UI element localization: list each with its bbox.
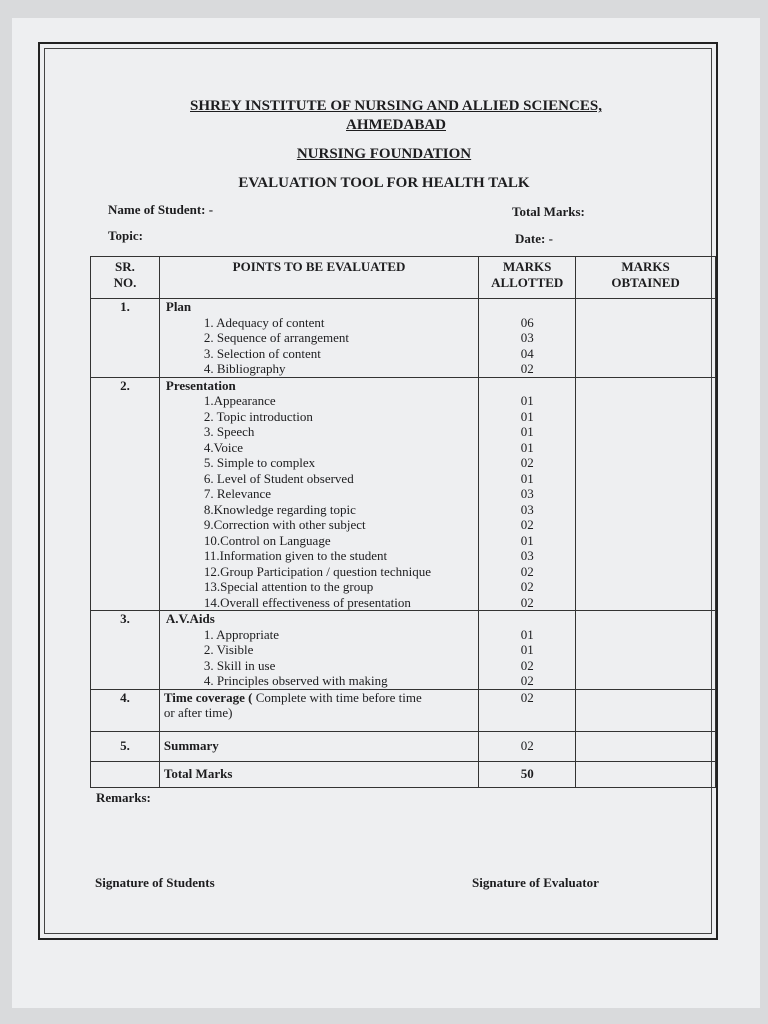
marks-allotted: 04	[520, 345, 534, 361]
institute-title: SHREY INSTITUTE OF NURSING AND ALLIED SCIENCES,	[190, 98, 602, 114]
marks-allotted: 02	[520, 579, 534, 594]
header-points: POINTS TO BE EVALUATED	[159, 257, 478, 299]
section-sr: 5.	[91, 731, 160, 761]
table-header-row	[91, 257, 716, 299]
marks-allotted: 03	[520, 501, 534, 517]
marks-obtained-cell[interactable]	[576, 731, 716, 761]
marks-allotted: 02	[520, 361, 534, 376]
marks-obtained-cell[interactable]	[576, 299, 716, 378]
marks-allotted: 01	[520, 626, 534, 642]
section-row-time-coverage	[91, 689, 716, 731]
subject-title: NURSING FOUNDATION	[296, 146, 472, 162]
marks-obtained-cell[interactable]	[576, 611, 716, 690]
criterion: 2. Visible	[203, 642, 254, 657]
section-title: Time coverage (	[163, 689, 253, 705]
institute-city: AHMEDABAD	[346, 117, 446, 133]
marks-allotted: 01	[520, 642, 534, 657]
marks-allotted: 03	[520, 486, 534, 501]
criterion: 7. Relevance	[203, 486, 272, 501]
student-name-label: Name of Student: -	[108, 202, 214, 217]
section-row-summary	[91, 731, 716, 761]
criterion: 13.Special attention to the group	[203, 579, 374, 594]
date-label: Date: -	[515, 231, 553, 246]
marks-allotted: 01	[520, 393, 534, 408]
criterion: 14.Overall effectiveness of presentation	[203, 594, 411, 610]
marks-allotted: 02	[520, 673, 534, 688]
criterion: 8.Knowledge regarding topic	[203, 501, 356, 517]
marks-allotted: 03	[520, 330, 534, 345]
time-coverage-text-2: or after time)	[163, 705, 233, 720]
criterion: 1. Adequacy of content	[203, 314, 325, 330]
total-label: Total Marks	[159, 761, 478, 787]
header-marks-obtained: MARKS OBTAINED	[576, 257, 716, 299]
evaluation-table	[90, 256, 716, 788]
marks-allotted: 03	[520, 548, 534, 563]
marks-allotted: 01	[520, 408, 534, 424]
marks-obtained-cell[interactable]	[576, 689, 716, 731]
criterion: 10.Control on Language	[203, 532, 331, 548]
criterion: 2. Sequence of arrangement	[203, 330, 349, 345]
marks-allotted: 02	[520, 594, 534, 610]
marks-allotted: 02	[520, 563, 534, 579]
section-title: A.V.Aids	[165, 611, 215, 626]
criterion: 3. Speech	[203, 424, 255, 439]
student-signature-label: Signature of Students	[95, 875, 215, 890]
total-marks-label: Total Marks:	[512, 204, 585, 219]
criterion: 5. Simple to complex	[203, 455, 316, 470]
criterion: 4. Principles observed with making	[203, 673, 388, 688]
section-row-av-aids	[91, 611, 716, 690]
criterion: 12.Group Participation / question technique	[203, 563, 431, 579]
header-sr-no: SR. NO.	[91, 257, 160, 299]
section-row-presentation	[91, 377, 716, 611]
header-marks-allotted: MARKS ALLOTTED	[479, 257, 576, 299]
marks-allotted: 06	[520, 314, 534, 330]
criterion: 1.Appearance	[203, 393, 276, 408]
total-marks: 50	[479, 761, 576, 787]
marks-allotted: 01	[520, 470, 534, 486]
criterion: 11.Information given to the student	[203, 548, 388, 563]
total-obtained-cell[interactable]	[576, 761, 716, 787]
marks-allotted: 02	[479, 689, 576, 731]
time-coverage-text: Complete with time before time	[252, 689, 422, 705]
marks-allotted: 01	[520, 439, 534, 455]
criterion: 1. Appropriate	[203, 626, 279, 642]
marks-allotted: 02	[479, 731, 576, 761]
criterion: 3. Selection of content	[203, 345, 321, 361]
criterion: 3. Skill in use	[203, 657, 276, 673]
section-sr: 2.	[91, 377, 160, 611]
section-row-plan	[91, 299, 716, 378]
section-title: Presentation	[165, 377, 236, 393]
marks-allotted: 02	[520, 517, 534, 532]
topic-label: Topic:	[108, 228, 143, 243]
remarks-label: Remarks:	[96, 790, 151, 805]
criterion: 9.Correction with other subject	[203, 517, 366, 532]
total-row	[91, 761, 716, 787]
criterion: 4. Bibliography	[203, 361, 286, 376]
document-title: EVALUATION TOOL FOR HEALTH TALK	[238, 175, 530, 191]
marks-allotted: 01	[520, 424, 534, 439]
marks-obtained-cell[interactable]	[576, 377, 716, 611]
marks-allotted: 02	[520, 455, 534, 470]
section-title: Plan	[165, 299, 192, 314]
evaluator-signature-label: Signature of Evaluator	[472, 875, 599, 890]
criterion: 6. Level of Student observed	[203, 470, 354, 486]
criterion: 4.Voice	[203, 439, 243, 455]
section-title: Summary	[159, 731, 478, 761]
marks-allotted: 02	[520, 657, 534, 673]
section-sr: 1.	[91, 299, 160, 378]
marks-allotted: 01	[520, 532, 534, 548]
criterion: 2. Topic introduction	[203, 408, 313, 424]
section-sr: 3.	[91, 611, 160, 690]
section-sr: 4.	[91, 689, 160, 731]
